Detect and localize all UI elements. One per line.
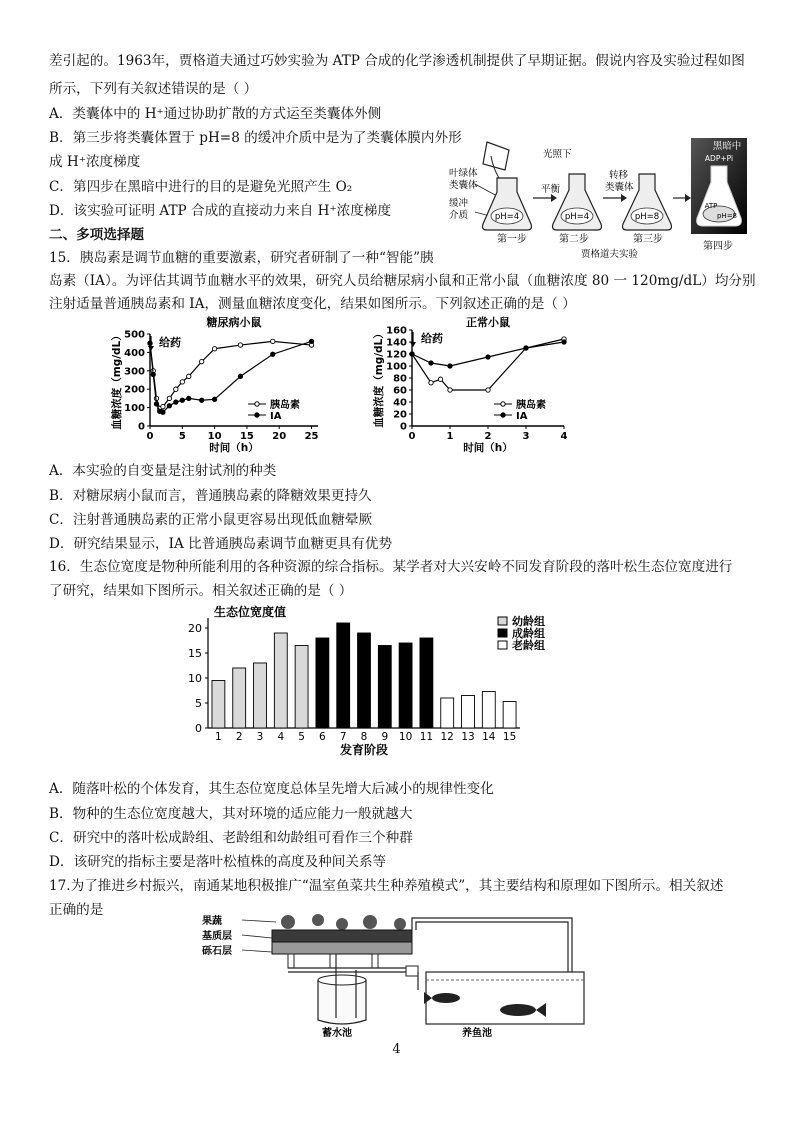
label-fruit: 果蔬 [202,916,222,927]
chart-normal-mice [362,316,582,456]
chart2-y-tick-label: 140 [386,337,407,349]
chart3-bar-9 [378,646,391,729]
q14-text-line2: 所示，下列有关叙述错误的是（ ） [49,81,258,97]
chart1-data-point [271,339,275,343]
chart1-data-point [161,404,165,408]
chart1-data-point [309,339,313,343]
q16-text-line2: 了研究，结果如下图所示。相关叙述正确的是（ ） [49,583,353,599]
chart1-y-tick-label: 200 [124,384,145,396]
chart3-x-tick-label: 7 [339,731,347,743]
chart2-x-label: 时间（h） [463,442,513,454]
label-dark: 黑暗中 [712,141,742,152]
label-substrate: 基质层 [202,931,232,942]
chart3-legend-label: 成龄组 [512,627,545,640]
step4-label: 第四步 [703,241,733,252]
chart3-title: 生态位宽度值 [214,605,287,619]
chart2-y-tick-label: 100 [386,361,407,373]
chart1-legend-label: 胰岛素 [270,400,300,411]
q14-option-b-line1: B．第三步将类囊体置于 pH=8 的缓冲介质中是为了类囊体膜内外形 [49,130,462,146]
chart1-data-point [271,352,275,356]
chart1-y-tick-label: 300 [124,366,145,378]
q15-option-d: D．研究结果显示，IA 比普通胰岛素调节血糖更具有优势 [49,536,393,552]
label-light: 光照下 [543,149,572,160]
chart1-x-tick-label: 20 [272,431,287,442]
chart2-series-line-1 [412,342,564,366]
q15-text-line2: 岛素（IA）。为评估其调节血糖水平的效果，研究人员给糖尿病小鼠和正常小鼠（血糖浓度 80 一 120mg/dL）均分别 [49,273,756,289]
chart2-x-tick-label: 3 [522,431,530,442]
reservoir [318,954,366,1024]
label-atp: ATP [704,202,718,210]
flask3-ph: pH=8 [634,212,660,222]
chart3-x-tick-label: 6 [319,731,326,743]
label-transfer-1: 转移 [609,170,629,181]
q15-text-line3: 注射适量普通胰岛素和 IA，测量血糖浓度变化，结果如图所示。下列叙述正确的是（ ） [49,296,576,312]
chart1-x-tick-label: 10 [207,431,222,442]
fish-icon [500,1004,536,1016]
chart3-x-tick-label: 8 [360,731,368,743]
chart3-bar-13 [462,696,475,729]
chart3-bar-8 [358,633,371,728]
chart1-data-point [187,396,191,400]
chart2-data-point [429,381,433,385]
q17-text-line2: 正确的是 [49,902,104,918]
chart2-annotation: 给药 [421,332,443,345]
chart3-x-label: 发育阶段 [339,743,389,756]
chart2-legend-marker [501,413,505,417]
chart3-y-tick-label: 10 [188,672,202,685]
chart1-data-point [212,347,216,351]
chart1-data-point [212,397,216,401]
q15-option-a: A．本实验的自变量是注射试剂的种类 [49,463,277,479]
chart1-x-label: 时间（h） [209,442,259,454]
chart1-data-point [174,387,178,391]
chart1-data-point [180,398,184,402]
chart1-data-point [238,374,242,378]
chart3-x-tick-label: 3 [256,731,264,743]
chart1-data-point [187,374,191,378]
q16-text-line1: 16．生态位宽度是物种所能利用的各种资源的综合指标。某学者对大兴安岭不同发育阶段的落叶松生态位宽度进行 [49,559,733,575]
chart1-data-point [199,359,203,363]
chart3-x-tick-label: 10 [398,731,413,743]
chart2-annotation-arrowhead [410,342,416,347]
chart3-legend-label: 老龄组 [512,639,545,652]
chart1-data-point [151,372,155,376]
chart3-x-tick-label: 13 [461,731,475,743]
label-adp: ADP+Pi [704,154,734,163]
chart2-data-point [429,361,433,365]
chart1-data-point [180,380,184,384]
chart3-y-tick-label: 15 [188,647,202,660]
q16-option-b: B．物种的生态位宽度越大，其对环境的适应能力一般就越大 [49,806,413,822]
chart2-data-point [486,388,490,392]
chart1-x-tick-label: 25 [304,431,319,442]
chart1-data-point [161,410,165,414]
label-balance: 平衡 [541,184,561,195]
label-thylakoid: 类囊体 [449,180,478,191]
q15-option-b: B．对糖尿病小鼠而言，普通胰岛素的降糖效果更持久 [49,488,372,504]
jagendorf-experiment-figure [447,138,747,260]
chart3-bar-12 [441,698,454,728]
chart3-x-tick-label: 12 [440,731,454,743]
substrate-layer [272,930,412,942]
chart3-x-tick-label: 11 [419,731,434,743]
flask-step1 [483,178,532,230]
chart2-data-point [524,346,528,350]
q14-text-line1: 差引起的。1963年，贾格道夫通过巧妙实验为 ATP 合成的化学渗透机制提供了早期证据。假说内容及实验过程如图 [49,53,745,69]
chart1-y-tick-label: 100 [124,403,145,415]
chart1-series-line-0 [150,341,312,408]
chart1-x-tick-label: 5 [178,431,186,442]
chart3-bar-4 [274,633,287,728]
chart1-title: 糖尿病小鼠 [206,316,262,329]
chart2-y-tick-label: 40 [393,397,407,409]
label-buffer-1: 缓冲 [449,198,469,209]
vegetable-plants [281,914,406,930]
chart2-y-tick-label: 160 [386,325,407,337]
chart1-y-tick-label: 0 [138,421,145,433]
section-heading: 二、多项选择题 [49,227,145,243]
q14-option-b-line2: 成 H⁺浓度梯度 [49,154,141,170]
chart1-y-tick-label: 500 [124,329,145,341]
chart1-data-point [199,398,203,402]
chart3-x-tick-label: 9 [381,731,389,743]
chart1-y-tick-label: 400 [124,347,145,359]
q16-option-d: D．该研究的指标主要是落叶松植株的高度及种间关系等 [49,854,387,870]
chart3-y-tick-label: 5 [195,697,202,710]
q16-option-a: A．随落叶松的个体发育，其生态位宽度总体呈先增大后减小的规律性变化 [49,781,494,797]
chart3-legend-swatch [498,617,507,625]
chart2-y-tick-label: 80 [393,373,407,385]
chart3-x-tick-label: 5 [298,731,305,743]
flask1-ph: pH=4 [494,212,520,222]
chart1-x-tick-label: 15 [239,431,254,442]
chart2-legend-label: 胰岛素 [516,400,546,411]
chart3-y-tick-label: 0 [195,722,202,735]
label-gravel: 砾石层 [202,946,232,957]
chart1-legend-label: IA [270,411,282,422]
chart3-y-tick-label: 20 [188,622,202,635]
chart1-data-point [174,400,178,404]
chart3-x-tick-label: 4 [277,731,285,743]
chart3-bar-11 [420,638,433,728]
chart3-legend-label: 幼龄组 [512,615,545,628]
q16-option-c: C．研究中的落叶松成龄组、老龄组和幼龄组可看作三个种群 [49,830,413,846]
chart2-data-point [410,352,414,356]
chart2-x-tick-label: 2 [484,431,492,442]
chart2-y-tick-label: 20 [393,409,407,421]
chart2-y-tick-label: 0 [400,421,407,433]
chart3-x-tick-label: 1 [215,731,222,743]
chart2-x-tick-label: 1 [446,431,454,442]
chart3-legend-swatch [498,641,507,649]
chart3-bar-10 [399,643,412,728]
figure-caption: 贾格道夫实验 [581,249,639,260]
step2-label: 第二步 [559,234,589,245]
label-transfer-2: 类囊体 [605,182,634,193]
chart3-x-tick-label: 2 [235,731,243,743]
step3-label: 第三步 [633,234,663,245]
fish-pond [424,972,584,1024]
q14-option-a: A．类囊体中的 H⁺通过协助扩散的方式运至类囊体外侧 [49,106,382,122]
chart3-bar-5 [295,646,308,729]
chart1-legend-marker [255,413,259,417]
chart2-data-point [448,364,452,368]
chart3-bar-2 [233,668,246,728]
q15-option-c: C．注射普通胰岛素的正常小鼠更容易出现低血糖晕厥 [49,512,373,528]
chart3-bar-15 [503,702,516,729]
chart3-x-tick-label: 15 [502,731,517,743]
chart1-data-point [238,343,242,347]
page-number: 4 [392,1042,401,1057]
chart1-data-point [154,402,158,406]
flask-step2 [553,174,602,230]
chart2-data-point [562,340,566,344]
label-reservoir: 蓄水池 [322,1028,352,1038]
chart2-data-point [486,355,490,359]
chart3-bar-7 [337,623,350,728]
chart2-title: 正常小鼠 [466,316,510,329]
chart2-data-point [438,377,442,381]
q14-option-c: C．第四步在黑暗中进行的目的是避免光照产生 O₂ [49,179,353,195]
chart1-data-point [148,341,152,345]
chart2-legend-label: IA [516,411,528,422]
chart3-bar-3 [254,663,267,728]
chart3-bar-6 [316,638,329,728]
q14-option-d: D．该实验可证明 ATP 合成的直接动力来自 H⁺浓度梯度 [49,203,392,219]
chart3-legend-swatch [498,629,507,637]
step1-label: 第一步 [497,234,527,245]
fish-icon [432,993,460,1003]
chart2-data-point [448,388,452,392]
chart3-x-tick-label: 14 [482,731,496,743]
chart3-bar-1 [212,681,225,729]
chart3-bar-14 [482,692,495,729]
chart1-y-label: 血糖浓度（mg/dL） [111,330,123,430]
chart2-series-line-0 [412,339,564,390]
dark-chamber-step4 [691,138,747,234]
q17-text-line1: 17.为了推进乡村振兴，南通某地积极推广“温室鱼菜共生种养殖模式”，其主要结构和原理如下图所示。相关叙述 [49,878,724,894]
gravel-layer [272,942,412,954]
aquaponics-figure [200,910,590,1038]
chart2-y-tick-label: 120 [386,349,407,361]
chart-niche-width [176,604,596,756]
q15-text-line1: 15．胰岛素是调节血糖的重要激素，研究者研制了一种“智能”胰 [49,250,434,266]
chart2-x-tick-label: 0 [408,431,416,442]
chart1-legend-marker [255,402,259,406]
chart1-x-tick-label: 0 [146,431,154,442]
chart1-data-point [167,404,171,408]
label-fishpond: 养鱼池 [462,1028,492,1038]
label-chloroplast: 叶绿体 [449,168,478,179]
chart2-y-tick-label: 60 [393,385,407,397]
chart1-annotation: 给药 [159,336,181,349]
chart2-x-tick-label: 4 [560,431,568,442]
chart1-data-point [167,396,171,400]
flask4-ph: pH=8 [716,212,738,220]
label-buffer-2: 介质 [449,210,469,221]
chart-diabetic-mice [98,316,328,456]
flask2-ph: pH=4 [564,212,590,222]
chart2-y-label: 血糖浓度（mg/dL） [373,328,385,428]
chart2-legend-marker [501,402,505,406]
